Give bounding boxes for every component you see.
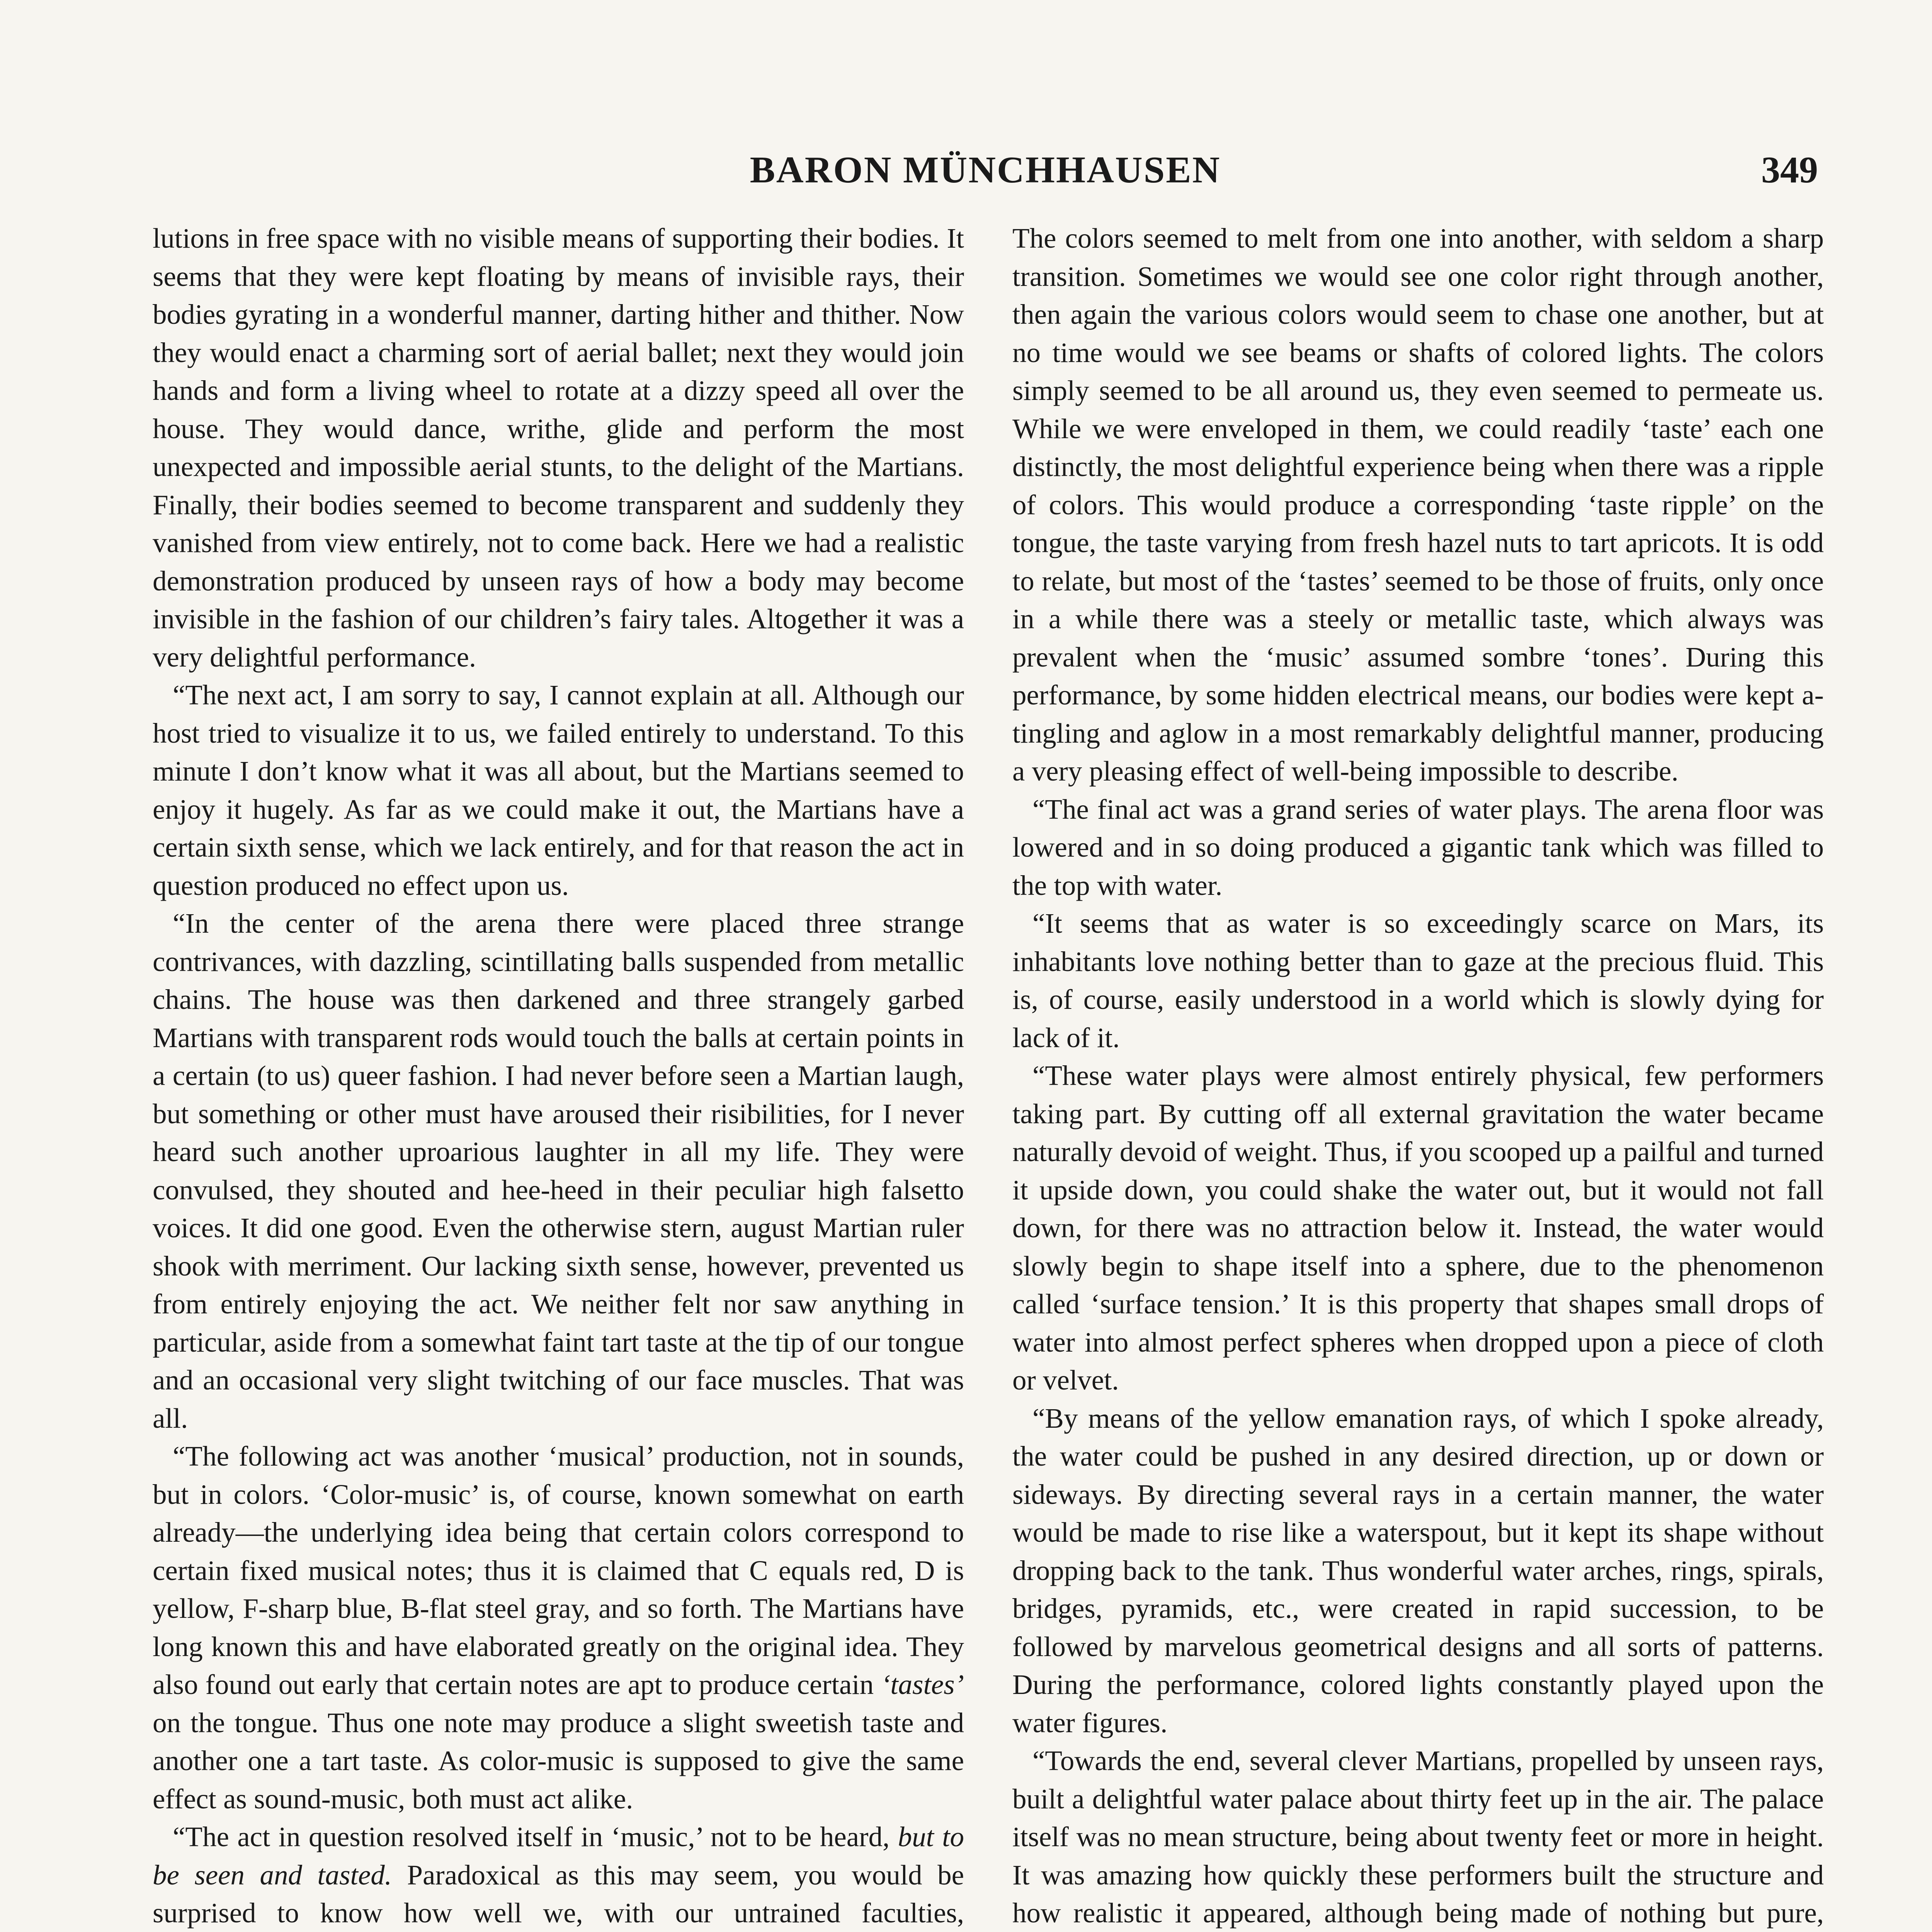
italic-text: ‘tastes’ [881,1669,964,1700]
paragraph [153,1818,964,1932]
right-column [1012,219,1824,1932]
text-run: Paradoxical as this may seem, you would be surprised to know how well we, with our untrained faculties, [153,1859,964,1929]
paragraph [153,1437,964,1818]
text-run: “Towards the end, several clever Martians, propelled by unseen rays, built a delightful water palace about thirty feet up in the air. The palace itself was no mean structure, being about twenty feet or more in height. It was amazing how quickly these performers built the structure and how realistic it appeared, although being made of nothing but pure, [1012,1745,1824,1929]
left-column [153,219,964,1932]
text-run: on the tongue. Thus one note may produce a slight sweetish taste and another one a tart taste. As color-music is supposed to give the same effect as sound-music, both must act alike. [153,1707,964,1815]
paragraph: “The next act, I am sorry to say, I cannot explain at all. Although our host tried to visualize it to us, we failed entirely to understand. To this minute I don’t know what it was all about, but the Martians seemed to enjoy it hugely. As far as we could make it out, the Martians have a certain sixth sense, which we lack entirely, and for that reason the act in question produced no effect upon us. [153,679,964,901]
page-header [153,143,1818,197]
paragraph: The colors seemed to melt from one into another, with seldom a sharp transition. Sometimes we would see one color right through another, then again the various colors would seem to chase one another, but at no time would we see beams or shafts of colored lights. The colors simply seemed to be all around us, they even seemed to permeate us. While we were enveloped in them, we could readily ‘taste’ each one distinctly, the most delightful experience being when there was a ripple of colors. This would produce a corresponding ‘taste ripple’ on the tongue, the taste varying from fresh hazel nuts to tart apricots. It is odd to relate, but most of the ‘tastes’ seemed to be those of fruits, only once in a while there was a steely or metallic taste, which always was prevalent when the ‘music’ assumed sombre ‘tones’. During this performance, by some hidden electrical means, our bodies were kept a-tingling and aglow in a most remarkably delightful manner, producing a very pleasing effect of well-being impossible to describe. [1012,223,1824,787]
paragraph: “The final act was a grand series of water plays. The arena floor was lowered and in so doing produced a gigantic tank which was filled to the top with water. [1012,793,1824,901]
paragraph: “It seems that as water is so exceedingly scarce on Mars, its inhabitants love nothing better than to gaze at the precious fluid. This is, of course, easily understood in a world which is slowly dying for lack of it. [1012,908,1824,1053]
paragraph: lutions in free space with no visible means of supporting their bodies. It seems that they were kept floating by means of invisible rays, their bodies gyrating in a wonderful manner, darting hither and thither. Now they would enact a charming sort of aerial ballet; next they would join hands and form a living wheel to rotate at a dizzy speed all over the house. They would dance, writhe, glide and perform the most unexpected and impossible aerial stunts, to the delight of the Martians. Finally, their bodies seemed to become transparent and suddenly they vanished from view entirely, not to come back. Here we had a realistic demonstration produced by unseen rays of how a body may become invisible in the fashion of our children’s fairy tales. Altogether it was a very delightful performance. [153,223,964,673]
text-run: “The act in question resolved itself in ‘music,’ not to be heard, [173,1821,898,1852]
paragraph [1012,1742,1824,1932]
italic-text: but to be seen and tasted. [153,1821,964,1891]
paragraph: “These water plays were almost entirely physical, few performers taking part. By cutting off all external gravitation the water became naturally devoid of weight. Thus, if you scooped up a pailful and turned it upside down, you could shake the water out, but it would not fall down, for there was no attraction below it. Instead, the water would slowly begin to shape itself into a sphere, due to the phenomenon called ‘surface tension.’ It is this property that shapes small drops of water into almost perfect spheres when dropped upon a piece of cloth or velvet. [1012,1060,1824,1396]
paragraph: “By means of the yellow emanation rays, of which I spoke already, the water could be pushed in any desired direction, up or down or sideways. By directing several rays in a certain manner, the water would be made to rise like a waterspout, but it kept its shape without dropping back to the tank. Thus wonderful water arches, rings, spirals, bridges, pyramids, etc., were created in rapid succession, to be followed by marvelous geometrical designs and all sorts of patterns. During the performance, colored lights constantly played upon the water figures. [1012,1402,1824,1738]
running-title: BARON MÜNCHHAUSEN [750,149,1221,191]
text-run: “The following act was another ‘musical’ production, not in sounds, but in colors. ‘Color-music’ is, of course, known somewhat on earth already—the underlying idea being that certain colors correspond to certain fixed musical notes; thus it is claimed that C equals red, D is yellow, F-sharp blue, B-flat steel gray, and so forth. The Martians have long known this and have elaborated greatly on the original idea. They also found out early that certain notes are apt to produce certain [153,1440,964,1700]
paragraph: “In the center of the arena there were placed three strange contrivances, with dazzling, scintillating balls suspended from metallic chains. The house was then darkened and three strangely garbed Martians with transparent rods would touch the balls at certain points in a certain (to us) queer fashion. I had never before seen a Martian laugh, but something or other must have aroused their risibilities, for I never heard such another uproarious laughter in all my life. They were convulsed, they shouted and hee-heed in their peculiar high falsetto voices. It did one good. Even the otherwise stern, august Martian ruler shook with merriment. Our lacking sixth sense, however, prevented us from entirely enjoying the act. We neither felt nor saw anything in particular, aside from a somewhat faint tart taste at the tip of our tongue and an occasional very slight twitching of our face muscles. That was all. [153,908,964,1434]
page-number: 349 [1761,149,1818,191]
